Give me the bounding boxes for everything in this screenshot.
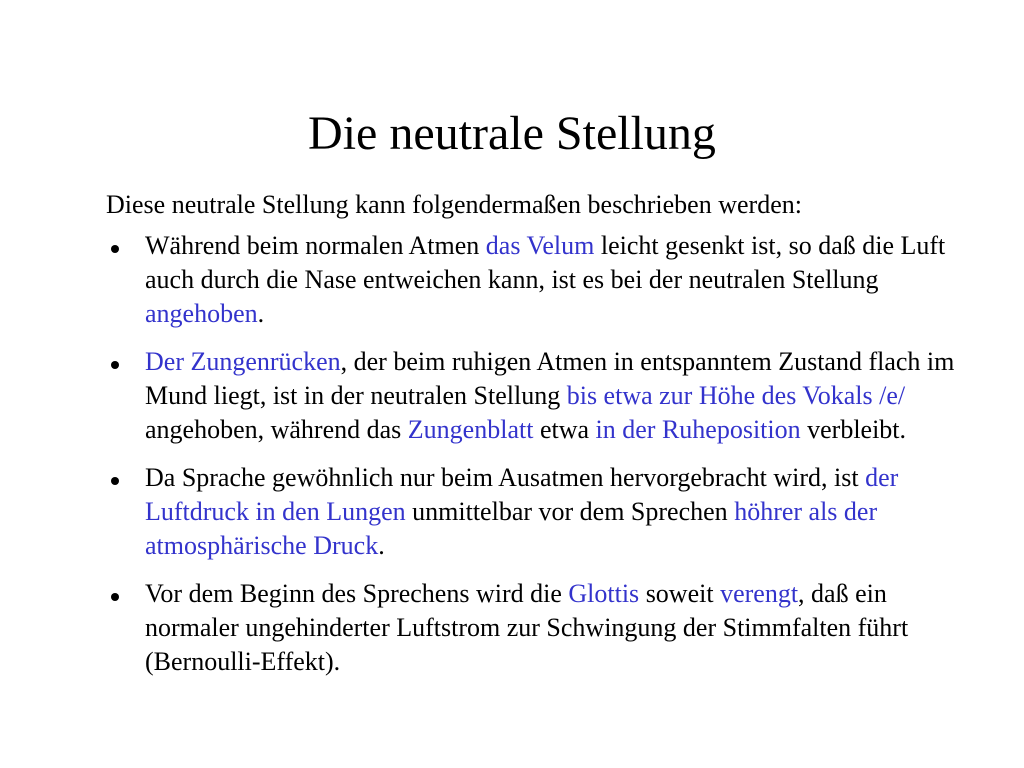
highlighted-term: Glottis [568,579,640,608]
highlighted-term: Zungenblatt [407,415,534,444]
bullet-dot-icon [111,361,119,369]
highlighted-term: verengt [720,579,799,608]
highlighted-term: bis etwa zur Höhe des Vokals /e/ [566,381,906,410]
bullet-text: Da Sprache gewöhnlich nur beim Ausatmen hervorgebracht wird, ist [145,463,866,492]
slide-title: Die neutrale Stellung [308,107,716,160]
bullet-item [106,461,966,563]
bullet-text: Während beim normalen Atmen [145,231,486,260]
bullet-text: Vor dem Beginn des Sprechens wird die [145,579,569,608]
bullet-dot-icon [111,593,119,601]
highlighted-term: höhrer als der atmosphärische Druck [145,497,878,560]
bullet-dot-icon [111,477,119,485]
bullet-text: leicht gesenkt ist, so daß die Luft auch durch die Nase entweichen kann, ist es bei der neutralen Stellung [145,231,946,294]
bullet-text: verbleibt. [800,415,907,444]
bullet-text: unmittelbar vor dem Sprechen [405,497,735,526]
bullet-text: soweit [639,579,721,608]
highlighted-term: das Velum [485,231,595,260]
bullet-item [106,345,966,447]
intro-text: Diese neutrale Stellung kann folgendermaßen beschrieben werden: [106,190,802,219]
highlighted-term: angehoben [145,299,258,328]
bullet-text: . [378,531,385,560]
bullet-text: etwa [533,415,596,444]
bullet-text: angehoben, während das [145,415,408,444]
bullet-text: , daß ein normaler ungehinderter Luftstrom zur Schwingung der Stimmfalten führt (Bernoulli-Effekt). [145,579,909,676]
bullet-list [106,229,966,693]
highlighted-term: in der Ruheposition [595,415,801,444]
highlighted-term: der Luftdruck in den Lungen [145,463,899,526]
bullet-text: , der beim ruhigen Atmen in entspanntem Zustand flach im Mund liegt, ist in der neutralen Stellung [145,347,955,410]
bullet-text: . [257,299,265,328]
bullet-dot-icon [111,245,119,253]
highlighted-term: Der Zungenrücken [145,347,341,376]
bullet-item [106,577,966,679]
bullet-item [106,229,966,331]
